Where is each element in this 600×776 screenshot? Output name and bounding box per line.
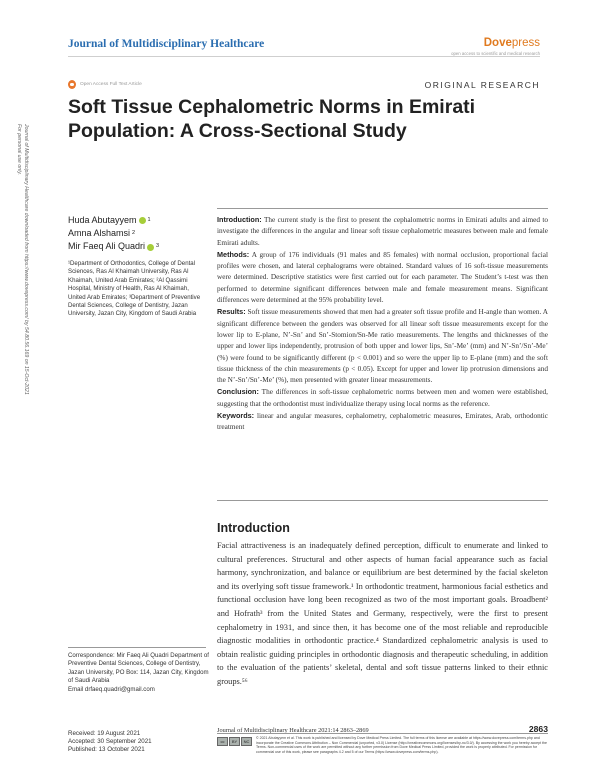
abstract-conclusion-label: Conclusion: [217,387,259,397]
author-affiliation-number: 3 [156,243,160,250]
introduction-body: Facial attractiveness is an inadequately defined perception, difficult to enumerate and linked to cultural preferences. Structural and other aspects of human facial appearance such as facial harmony, synchronization, and balance or equilibrium are best determined by the facial skeleton and its overlying soft tissue framework.¹ In orthodontic treatment, harmonious facial esthetics and functional occlusion have long been recognized as two of the most important goals. Broadbent² and Hofrath³ from the United States and Germany, respectively, were the first to present cephalometry in 1931, and since then, it has become one of the most reliable and reproducible diagnostic modalities in orthodontic practice.⁴ Standardized cephalometric analysis is used to obtain realistic guiding principles in orthodontic diagnosis and therapeutic scheduling, in addition to the evaluation of the patients’ skeletal, dental and soft tissue patterns linked to their ethnic groups.⁵⁶ [217,541,548,686]
publisher-logo-light: press [511,37,540,49]
abstract-introduction-text: The current study is the first to present the cephalometric norms in Emirati adults and aimed to investigate the differences in the angular and linear soft tissue cephalometric measures between male and female Emirati adults. [217,216,548,247]
author-list [68,214,160,254]
open-access-badge [68,80,142,89]
journal-name[interactable]: Journal of Multidisciplinary Healthcare [68,38,265,50]
orcid-icon[interactable] [147,244,154,251]
author-name: Amna Alshamsi [68,228,131,239]
article-title: Soft Tissue Cephalometric Norms in Emirati Population: A Cross-Sectional Study [68,96,476,142]
abstract-methods-label: Methods: [217,249,250,259]
accepted-date: Accepted: 30 September 2021 [68,737,152,745]
abstract-results-text: Soft tissue measurements showed that men had a greater soft tissue profile and H-angle than women. A significant difference between the genders was observed for all linear soft tissue measurements except for the lower lip to E-plane, N’-Sn’ and Sn’-Stomion/Sn-Me ratio measurements. The lengths and thicknesses of the upper and lower lips independently, protrusion of both upper and lower lips, Sn’-Me’ (mm) and N’-Sn’/Sn’-Me’ (%) were found to be significantly different (p < 0.001) and so were the upper lip to E-plane (mm) and the soft tissue thickness of the chin measurements (p < 0.05). Except for upper and lower lip protrusion dimensions and the N’-Sn’/Sn’-Me’ (%), men presented with greater linear measurements. [217,308,548,385]
orcid-icon[interactable] [139,217,146,224]
abstract [217,214,548,434]
affiliations: ¹Department of Orthodontics, College of Dental Sciences, Ras Al Khaimah University, Ras Al Khaimah, United Arab Emirates; ²Al Qassimi Hospital, Ministry of Health, Ras Al Khaimah, United Arab Emirates; ³Department of Preventive Dental Sciences, College of Dentistry, Jazan University, Jazan City, Kingdom of Saudi Arabia [68,260,201,318]
received-date: Received: 19 August 2021 [68,730,141,737]
author-affiliation-number: 2 [132,230,136,237]
publisher-tagline: open access to scientific and medical research [451,51,540,56]
article-dates [68,730,152,753]
author-item [68,227,160,240]
abstract-keywords-text: linear and angular measures, cephalometry, cephalometric measures, Emirates, Arab, orthodontic treatment [217,412,548,432]
download-notice [16,124,29,395]
author-name: Huda Abutayyem [68,215,137,225]
abstract-keywords [217,410,548,434]
section-label: ORIGINAL RESEARCH [424,80,540,90]
cc-by-icon: BY [229,737,240,746]
abstract-methods-text: A group of 176 individuals (91 males and 85 females) with normal occlusion, proportional facial profiles were chosen, and lateral cephalograms were obtained. Standard values of 16 soft-tissue measurements were determined. Descriptive statistics were first carried out for each parameter. The Student’s t-test was then performed to determine significant differences between male and female measurement means. Significant differences were determined at the 95% probability level. [217,250,548,305]
correspondence-divider [68,647,206,648]
author-affiliation-number: 1 [147,217,151,223]
abstract-conclusion-text: The differences in soft-tissue cephalometric norms between men and women were established, suggesting that the orthodontist must individualize therapy using local norms as the reference. [217,388,548,408]
abstract-results-label: Results: [217,307,246,317]
author-name: Mir Faeq Ali Quadri [68,241,146,252]
cc-icon: cc [217,737,228,746]
license-block [217,736,548,755]
abstract-conclusion [217,386,548,410]
abstract-results [217,306,548,386]
abstract-keywords-label: Keywords: [217,411,255,421]
abstract-top-divider [217,208,548,209]
abstract-methods [217,249,548,306]
cc-nc-icon: NC [241,737,252,746]
abstract-introduction [217,214,548,249]
abstract-introduction-label: Introduction: [217,215,262,224]
footer-citation[interactable]: Journal of Multidisciplinary Healthcare 2021:14 2863–2869 [217,727,369,734]
correspondence-email[interactable]: Email drfaeq.quadri@gmail.com [68,685,155,693]
author-item [68,240,160,253]
author-item [68,214,160,227]
correspondence-address: Correspondence: Mir Faeq Ali Quadri Department of Preventive Dental Sciences, College of Dentistry, Jazan University, PO Box: 114, Jazan City, Kingdom of Saudi Arabia [68,652,209,685]
publisher-logo-bold: Dove [483,37,512,49]
personal-use-notice: For personal use only. [16,124,23,175]
abstract-bottom-divider [217,500,548,501]
footer-divider [217,733,548,734]
page-number: 2863 [528,724,548,734]
open-access-icon [68,80,76,89]
cc-license-icon[interactable] [217,737,252,755]
publisher-block [451,37,540,56]
publisher-logo[interactable] [451,37,540,49]
introduction-heading: Introduction [217,521,290,535]
header-divider [68,56,540,57]
published-date: Published: 13 October 2021 [68,745,145,753]
correspondence [68,652,210,694]
license-text: © 2021 Abutayyem et al. This work is published and licensed by Dove Medical Press Limited. The full terms of this license are available at https://www.dovepress.com/terms.php and incorporate the Creative Commons Attribution – Non Commercial (unported, v3.0) License (http://creativecommons.org/licenses/by-nc/3.0/). By accessing the work you hereby accept the Terms. Non-commercial uses of the work are permitted without any further permission from Dove Medical Press Limited, provided the work is properly attributed. For permission for commercial use of this work, please see paragraphs 4.2 and 5 of our Terms (https://www.dovepress.com/terms.php). [256,736,547,755]
download-notice-line: Journal of Multidisciplinary Healthcare downloaded from https://www.dovepress.com/ by 54.80.56.169 on 15-Oct-2021 [23,124,29,395]
open-access-label: Open Access Full Text Article [80,82,142,87]
